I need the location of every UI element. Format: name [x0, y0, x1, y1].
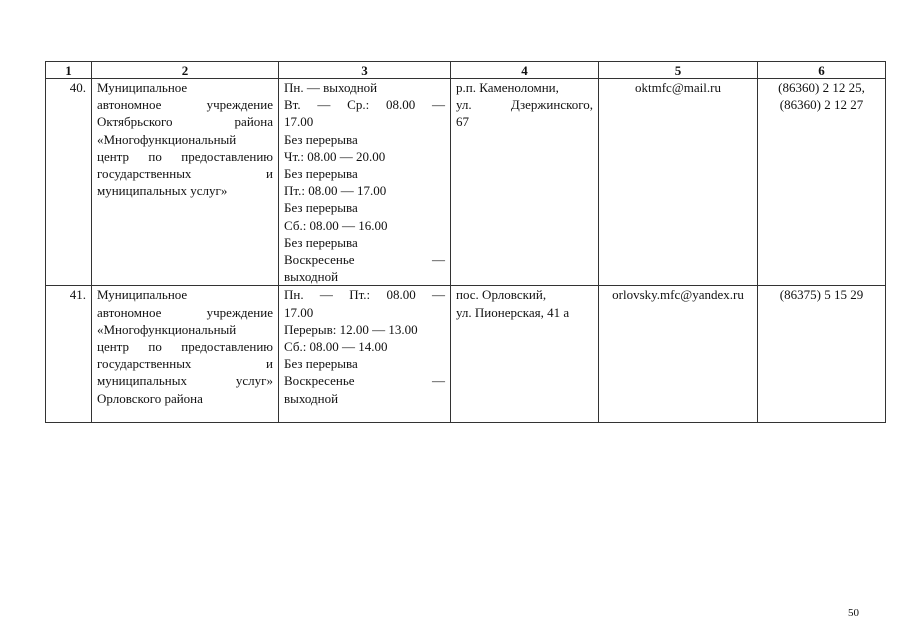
text-line: Без перерыва — [284, 234, 358, 250]
text-line: Без перерыва — [284, 131, 358, 147]
text-line: ул. Дзержинского, — [456, 97, 593, 113]
header-row — [46, 62, 886, 79]
text-line: Без перерыва — [284, 166, 358, 182]
phone-line: (86360) 2 12 27 — [779, 97, 864, 113]
phone-numbers — [758, 286, 886, 423]
header-col-2: 2 — [92, 62, 279, 79]
text-line: Чт.: 08.00 — 20.00 — [284, 148, 386, 164]
text-line: «Многофункциональный — [97, 131, 237, 147]
text-line: 17.00 — [284, 114, 314, 130]
page-number: 50 — [848, 607, 859, 619]
text-line: автономное учреждение — [97, 97, 273, 113]
institution-name — [92, 286, 279, 423]
header-col-1: 1 — [46, 62, 92, 79]
row-number: 41. — [46, 286, 92, 423]
text-line: центр по предоставлению — [97, 148, 273, 164]
header-col-3: 3 — [279, 62, 451, 79]
text-line: 67 — [456, 114, 469, 130]
text-line: «Многофункциональный — [97, 321, 237, 337]
text-line: муниципальных услуг» — [97, 373, 273, 389]
header-col-4: 4 — [451, 62, 599, 79]
text-line: Воскресенье — — [284, 373, 445, 389]
text-line: Пн. — Пт.: 08.00 — — [284, 287, 445, 303]
email-link[interactable]: orlovsky.mfc@yandex.ru — [599, 286, 758, 423]
header-col-5: 5 — [599, 62, 758, 79]
text-line: выходной — [284, 390, 339, 406]
table-row — [46, 286, 886, 423]
text-line: государственных и — [97, 166, 273, 182]
table-row — [46, 79, 886, 286]
phone-line: (86360) 2 12 25, — [778, 80, 865, 95]
institution-name — [92, 79, 279, 286]
header-col-6: 6 — [758, 62, 886, 79]
text-line: Сб.: 08.00 — 16.00 — [284, 217, 388, 233]
text-line: Перерыв: 12.00 — 13.00 — [284, 321, 418, 337]
text-line: 17.00 — [284, 304, 314, 320]
text-line: Пн. — выходной — [284, 80, 378, 95]
phone-line: (86375) 5 15 29 — [779, 287, 864, 303]
text-line: Муниципальное — [97, 80, 188, 95]
institutions-table — [45, 61, 886, 423]
address — [451, 286, 599, 423]
row-number: 40. — [46, 79, 92, 286]
text-line: Орловского района — [97, 390, 203, 406]
text-line: р.п. Каменоломни, — [456, 80, 559, 95]
email-link[interactable]: oktmfc@mail.ru — [599, 79, 758, 286]
text-line: выходной — [284, 269, 339, 285]
text-line: Воскресенье — — [284, 252, 445, 268]
text-line: Пт.: 08.00 — 17.00 — [284, 183, 387, 199]
text-line: автономное учреждение — [97, 304, 273, 320]
text-line: пос. Орловский, — [456, 287, 547, 303]
work-schedule — [279, 79, 451, 286]
text-line: Сб.: 08.00 — 14.00 — [284, 339, 388, 355]
text-line: государственных и — [97, 356, 273, 372]
text-line: Муниципальное — [97, 287, 188, 303]
address — [451, 79, 599, 286]
text-line: Без перерыва — [284, 200, 358, 216]
text-line: Без перерыва — [284, 356, 358, 372]
text-line: муниципальных услуг» — [97, 183, 228, 199]
text-line: ул. Пионерская, 41 а — [456, 304, 570, 320]
text-line: Вт. — Ср.: 08.00 — — [284, 97, 445, 113]
text-line: центр по предоставлению — [97, 339, 273, 355]
text-line: Октябрьского района — [97, 114, 273, 130]
phone-numbers — [758, 79, 886, 286]
work-schedule — [279, 286, 451, 423]
